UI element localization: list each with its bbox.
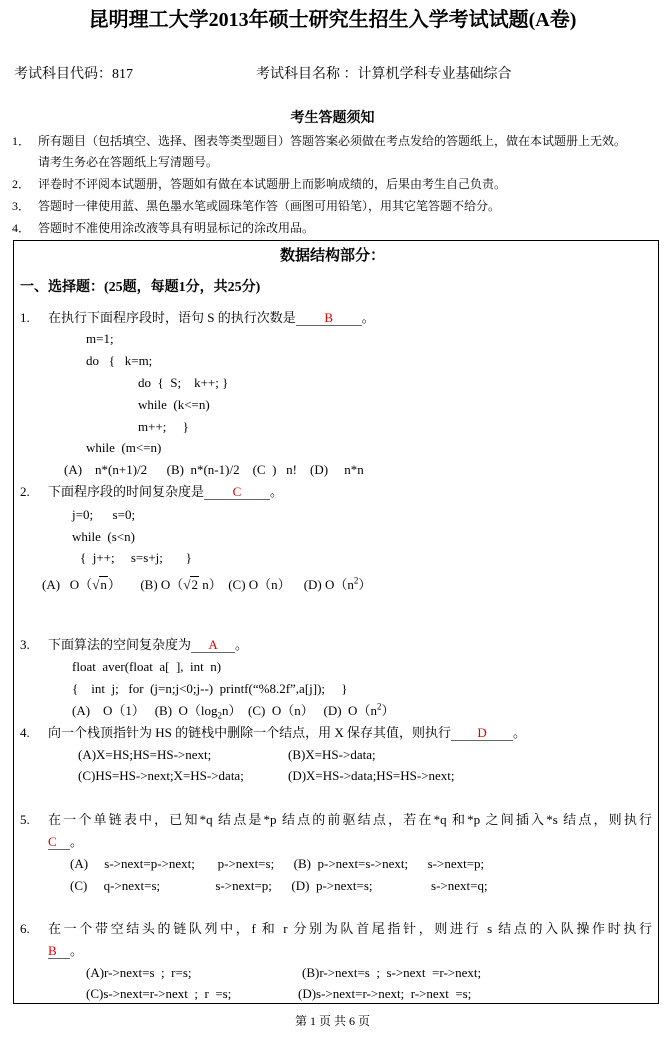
question-answer-line: B 。	[48, 943, 84, 958]
question-answer-line: C 。	[48, 834, 84, 849]
answer: D	[451, 726, 513, 741]
option: (B)r->next=s ; s->next =r->next;	[302, 965, 482, 980]
question-stem: 下面程序段的时间复杂度是 C 。	[48, 484, 284, 499]
code-line: m=1;	[86, 331, 114, 346]
option: (D)s->next=r->next; r->next =s;	[298, 986, 472, 1001]
options: (A) n*(n+1)/2 (B) n*(n-1)/2 (C ) n! (D) n*n	[64, 462, 364, 477]
subject-name: 考试科目名称 ：计算机学科专业基础综合	[256, 67, 512, 82]
option: (B)X=HS->data;	[288, 747, 376, 762]
notice-heading: 考生答题须知	[290, 111, 375, 126]
option: (A)X=HS;HS=HS->next;	[78, 747, 212, 762]
option: (C)s->next=r->next ; r =s;	[86, 986, 232, 1001]
option: (A)r->next=s ; r=s;	[86, 965, 192, 980]
code-line: do { S; k++; }	[138, 375, 229, 390]
section-title: 数据结构部分：	[279, 248, 385, 264]
options: (A) O（1） (B) $O(\log_2n)$ (C) O（n） (D) $O(n^2)$	[72, 701, 395, 721]
notice-num: 2．	[12, 177, 31, 191]
question-number: 5.	[20, 812, 30, 827]
option: (D)X=HS->data;HS=HS->next;	[288, 768, 455, 783]
code-line: while (s<n)	[72, 529, 135, 544]
page-footer: 第 1 页 共 6 页	[294, 1014, 370, 1028]
answer: C	[48, 835, 70, 850]
notice-text: 所有题目（包括填空、选择、图表等类型题目）答题答案必须做在考点发给的答题纸上，做在本试题册上无效。	[38, 134, 627, 148]
question-stem: 向一个栈顶指针为 HS 的链栈中删除一个结点，用 X 保存其值，则执行 D 。	[48, 725, 527, 740]
question-stem: 在一个带空结头的链队列中，f 和 r 分别为队首尾指针，则进行 s 结点的入队操作时执行	[48, 921, 652, 936]
answer: A	[191, 638, 235, 653]
question-number: 6.	[20, 921, 30, 936]
options: (C) q->next=s; s->next=p; (D) p->next=s; s->next=q;	[70, 878, 488, 893]
part-title: 一、选择题：(25题，每题1分，共25分)	[20, 280, 261, 295]
question-number: 4.	[20, 725, 30, 740]
notice-num: 4．	[12, 221, 31, 235]
options: (A) s->next=p->next; p->next=s; (B) p->next=s->next; s->next=p;	[70, 856, 485, 871]
notice-text: 请考生务必在答题纸上写清题号。	[38, 155, 219, 169]
code-line: do { k=m;	[86, 353, 153, 368]
question-stem: 在一个单链表中，已知*q 结点是*p 结点的前驱结点，若在*q 和*p 之间插入*s 结点，则执行	[48, 812, 652, 827]
notice-text: 答题时不准使用涂改液等具有明显标记的涂改用品。	[38, 221, 315, 235]
subject-code: 考试科目代码：817	[14, 67, 133, 82]
answer: C	[204, 485, 270, 500]
notice-num: 1．	[12, 134, 31, 148]
code-line: while (k<=n)	[138, 397, 210, 412]
notice-text: 答题时一律使用蓝、黑色墨水笔或圆珠笔作答（画图可用铅笔），用其它笔答题不给分。	[38, 199, 501, 213]
notice-text: 评卷时不评阅本试题册，答题如有做在本试题册上而影响成绩的，后果由考生自己负责。	[38, 177, 507, 191]
answer: B	[48, 944, 70, 959]
question-stem: 在执行下面程序段时，语句 S 的执行次数是 B 。	[48, 310, 375, 325]
question-number: 3.	[20, 637, 30, 652]
code-line: m++; }	[138, 419, 189, 434]
exam-title: 昆明理工大学2013年硕士研究生招生入学考试试题(A卷)	[88, 9, 577, 31]
option: (C)HS=HS->next;X=HS->data;	[78, 768, 244, 783]
question-stem: 下面算法的空间复杂度为 A 。	[48, 637, 249, 652]
question-number: 1.	[20, 310, 30, 325]
code-line: { int j; for (j=n;j<0;j--) printf(“%8.2f”,a[j]); }	[72, 681, 348, 696]
notice-num: 3．	[12, 199, 31, 213]
code-line: float aver(float a[ ], int n)	[72, 659, 222, 674]
code-line: { j++; s=s+j; }	[80, 550, 192, 565]
code-line: j=0; s=0;	[72, 507, 136, 522]
question-number: 2.	[20, 484, 30, 499]
code-line: while (m<=n)	[86, 440, 162, 455]
answer: B	[296, 311, 362, 326]
options: (A) O（√n） (B) O（√2 n） (C) O（n） (D) $O(n^2)$	[42, 575, 372, 592]
